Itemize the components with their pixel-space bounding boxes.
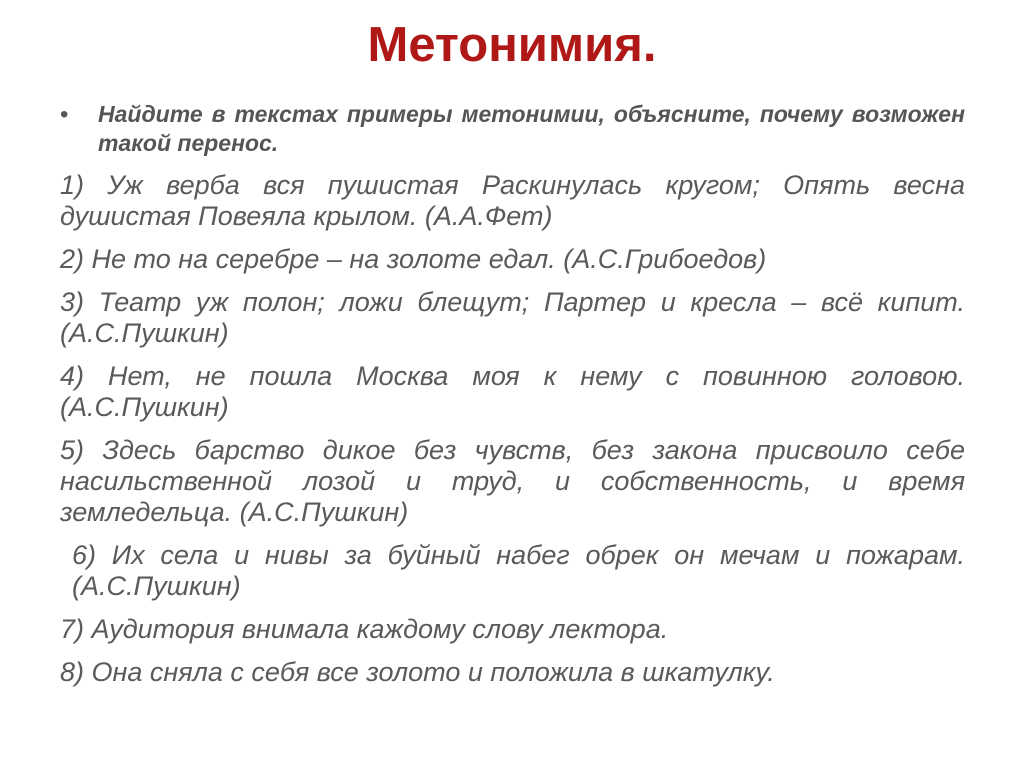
example-item-4: 4) Нет, не пошла Москва моя к нему с повинною головою. (А.С.Пушкин) <box>60 361 965 422</box>
example-item-5: 5) Здесь барство дикое без чувств, без закона присвоило себе насильственной лозой и труд, и собственность, и время земледельца. (А.С.Пушкин) <box>60 435 965 527</box>
example-item-3: 3) Театр уж полон; ложи блещут; Партер и кресла – всё кипит. (А.С.Пушкин) <box>60 287 965 348</box>
example-item-6: 6) Их села и нивы за буйный набег обрек он мечам и пожарам. (А.С.Пушкин) <box>72 540 965 601</box>
slide-title: Метонимия. <box>367 18 657 72</box>
example-item-2: 2) Не то на серебре – на золоте едал. (А.С.Грибоедов) <box>60 244 767 274</box>
example-item-1: 1) Уж верба вся пушистая Раскинулась кругом; Опять весна душистая Повеяла крылом. (А.А.Фет) <box>60 170 965 231</box>
example-item-8: 8) Она сняла с себя все золото и положила в шкатулку. <box>60 657 775 687</box>
task-bullet <box>60 100 965 158</box>
example-item-7: 7) Аудитория внимала каждому слову лектора. <box>60 614 669 644</box>
slide-content <box>60 100 965 700</box>
bullet-marker: • <box>60 101 69 128</box>
task-instruction: Найдите в текстах примеры метонимии, объясните, почему возможен такой перенос. <box>98 101 965 156</box>
